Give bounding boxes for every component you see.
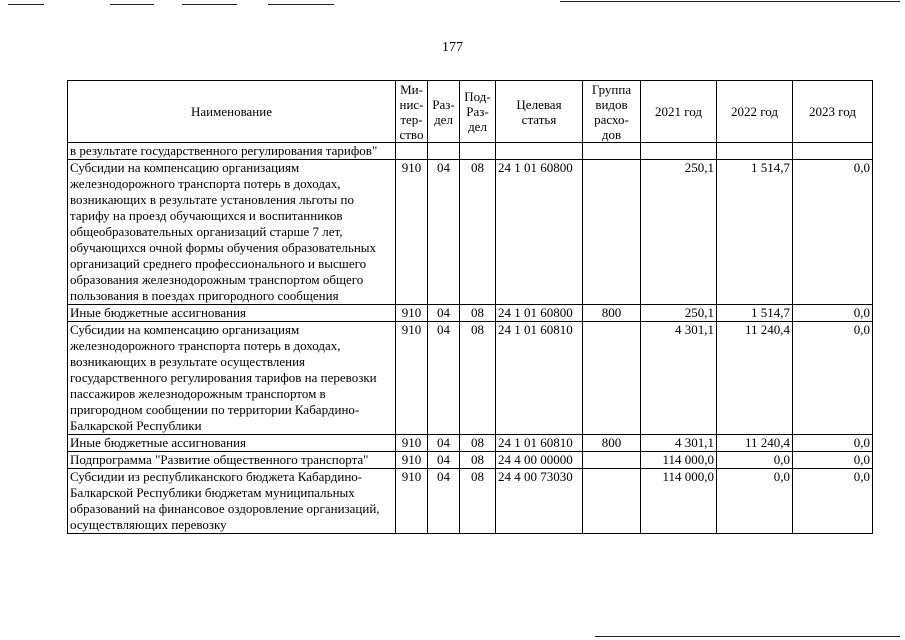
budget-table: [67, 80, 873, 534]
row-2021: 114 000,0: [641, 469, 717, 534]
row-ministry: 910: [396, 469, 428, 534]
row-2022: 0,0: [717, 469, 793, 534]
row-2021: 4 301,1: [641, 322, 717, 435]
row-ministry: 910: [396, 322, 428, 435]
row-2022: 1 514,7: [717, 305, 793, 322]
row-section: 04: [428, 160, 460, 305]
header-target-article: Целевая статья: [496, 81, 583, 143]
row-ministry: 910: [396, 435, 428, 452]
row-name: Субсидии из республиканского бюджета Кабардино-Балкарской Республики бюджетам муниципальных образований на финансовое оздоровление организаций, осуществляющих перевозку: [68, 469, 396, 534]
row-group: [583, 469, 641, 534]
row-2022: 0,0: [717, 452, 793, 469]
row-2023: 0,0: [793, 452, 873, 469]
row-group: [583, 160, 641, 305]
header-section: Раз- дел: [428, 81, 460, 143]
row-2023: 0,0: [793, 305, 873, 322]
row-group: 800: [583, 435, 641, 452]
table-row: [68, 160, 873, 305]
row-target: 24 4 00 00000: [496, 452, 583, 469]
row-subsection: 08: [460, 452, 496, 469]
row-2021: 250,1: [641, 160, 717, 305]
row-target: 24 1 01 60810: [496, 322, 583, 435]
row-name: Субсидии на компенсацию организациям железнодорожного транспорта потерь в доходах, возникающих в результате установления льготы по тарифу на проезд обучающихся и воспитанников общеобразовательных организаций старше 7 лет, обучающихся очной формы обучения образовательных организаций среднего профессионального и высшего образования железнодорожным транспортом общего пользования в поездах пригородного сообщения: [68, 160, 396, 305]
header-expense-group: Группа видов расхо- дов: [583, 81, 641, 143]
row-ministry: [396, 143, 428, 160]
header-year-2022: 2022 год: [717, 81, 793, 143]
row-section: [428, 143, 460, 160]
row-2022: [717, 143, 793, 160]
row-2021: 4 301,1: [641, 435, 717, 452]
row-name: Подпрограмма "Развитие общественного транспорта": [68, 452, 396, 469]
scan-artifact-line: [8, 4, 44, 5]
row-group: [583, 322, 641, 435]
row-name: в результате государственного регулирования тарифов": [68, 143, 396, 160]
row-name: Иные бюджетные ассигнования: [68, 305, 396, 322]
row-subsection: 08: [460, 435, 496, 452]
row-2023: 0,0: [793, 435, 873, 452]
row-ministry: 910: [396, 452, 428, 469]
header-year-2023: 2023 год: [793, 81, 873, 143]
row-group: [583, 452, 641, 469]
row-section: 04: [428, 469, 460, 534]
row-2021: 250,1: [641, 305, 717, 322]
row-subsection: 08: [460, 305, 496, 322]
row-2023: 0,0: [793, 322, 873, 435]
row-ministry: 910: [396, 305, 428, 322]
table-row: [68, 452, 873, 469]
row-2021: [641, 143, 717, 160]
row-subsection: 08: [460, 469, 496, 534]
page-number: 177: [442, 40, 463, 55]
row-subsection: 08: [460, 322, 496, 435]
row-target: [496, 143, 583, 160]
header-ministry: Ми- нис- тер- ство: [396, 81, 428, 143]
row-section: 04: [428, 435, 460, 452]
scan-artifact-line: [182, 4, 237, 5]
row-2022: 11 240,4: [717, 322, 793, 435]
scan-artifact-line: [110, 4, 154, 5]
table-header-row: [68, 81, 873, 143]
row-subsection: 08: [460, 160, 496, 305]
row-group: [583, 143, 641, 160]
row-2023: 0,0: [793, 469, 873, 534]
scan-artifact-line: [595, 636, 900, 637]
row-name: Субсидии на компенсацию организациям железнодорожного транспорта потерь в доходах, возникающих в результате осуществления государственного регулирования тарифов на перевозки пассажиров железнодорожным транспортом в пригородном сообщении по территории Кабардино-Балкарской Республики: [68, 322, 396, 435]
header-year-2021: 2021 год: [641, 81, 717, 143]
row-section: 04: [428, 305, 460, 322]
row-2022: 1 514,7: [717, 160, 793, 305]
table-row: [68, 322, 873, 435]
table-row: [68, 305, 873, 322]
table-row: [68, 143, 873, 160]
table-row: [68, 469, 873, 534]
header-subsection: Под- Раз- дел: [460, 81, 496, 143]
row-name: Иные бюджетные ассигнования: [68, 435, 396, 452]
row-2021: 114 000,0: [641, 452, 717, 469]
row-2023: [793, 143, 873, 160]
row-target: 24 1 01 60810: [496, 435, 583, 452]
table-row: [68, 435, 873, 452]
header-name: Наименование: [68, 81, 396, 143]
row-section: 04: [428, 452, 460, 469]
scan-artifact-line: [268, 4, 334, 5]
row-subsection: [460, 143, 496, 160]
scan-artifact-line: [560, 1, 900, 2]
row-ministry: 910: [396, 160, 428, 305]
row-2022: 11 240,4: [717, 435, 793, 452]
row-target: 24 4 00 73030: [496, 469, 583, 534]
row-target: 24 1 01 60800: [496, 305, 583, 322]
row-target: 24 1 01 60800: [496, 160, 583, 305]
row-section: 04: [428, 322, 460, 435]
row-group: 800: [583, 305, 641, 322]
row-2023: 0,0: [793, 160, 873, 305]
